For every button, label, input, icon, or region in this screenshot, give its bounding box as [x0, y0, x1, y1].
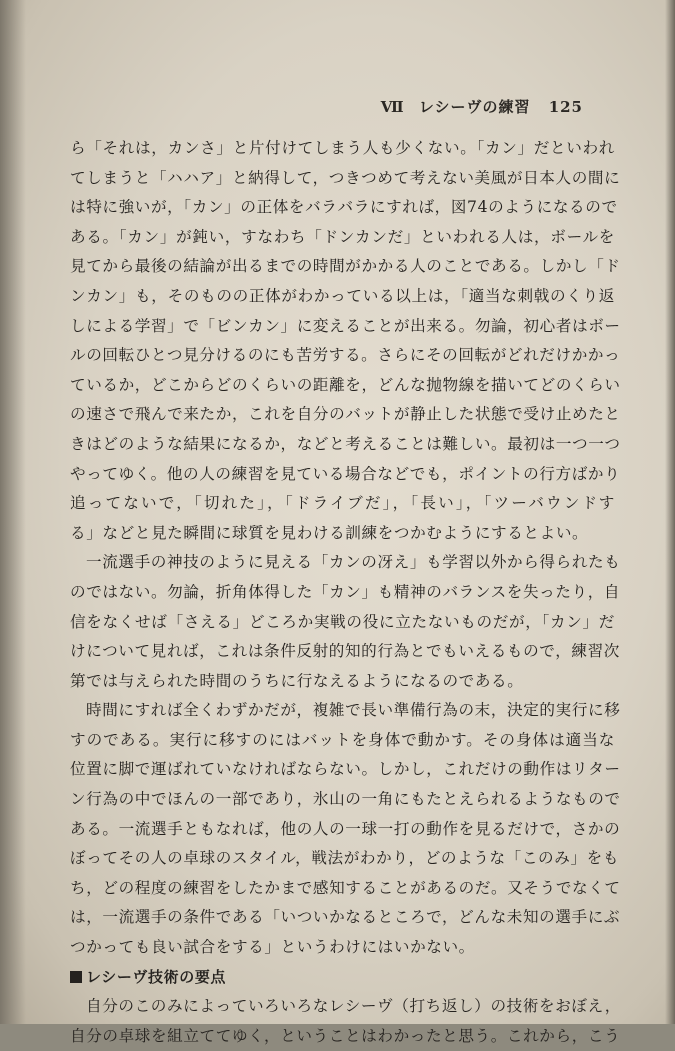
page-edge-shadow-left — [0, 0, 26, 1024]
text-line: 見てから最後の結論が出るまでの時間がかかる人のことである。しかし「ド — [70, 257, 621, 276]
text-line: る」などと見た瞬間に球質を見わける訓練をつかむようにするとよい。 — [70, 523, 589, 542]
text-line: 位置に脚で運ばれていなければならない。しかし，これだけの動作はリター — [70, 760, 621, 779]
text-line: つかっても良い試合をする」というわけにはいかない。 — [70, 938, 475, 957]
text-line: ているか，どこからどのくらいの距離を，どんな抛物線を描いてどのくらい — [70, 375, 621, 394]
section-heading — [70, 963, 615, 993]
text-line: は特に強いが，「カン」の正体をバラバラにすれば，図74のようになるので — [70, 198, 618, 217]
text-line: ルの回転ひとつ見分けるのにも苦労する。さらにその回転がどれだけかかっ — [70, 346, 621, 365]
running-header — [381, 96, 583, 117]
text-line: ある。「カン」が鈍い，すなわち「ドンカンだ」といわれる人は，ボールを — [70, 227, 615, 246]
text-line: ン行為の中でほんの一部であり，氷山の一角にもたとえられるようなもので — [70, 790, 621, 809]
text-line: のではない。勿論，折角体得した「カン」も精神のバランスを失ったり，自 — [70, 582, 621, 601]
text-line: は，一流選手の条件である「いついかなるところで，どんな未知の選手にぶ — [70, 908, 621, 927]
text-line: すのである。実行に移すのにはバットを身体で動かす。その身体は適当な — [70, 730, 615, 749]
text-line: ち，どの程度の練習をしたかまで感知することがあるのだ。又そうでなくて — [70, 878, 621, 897]
text-line: しによる学習」で「ビンカン」に変えることが出来る。勿論，初心者はボー — [70, 316, 621, 335]
text-line: 第では与えられた時間のうちに行なえるようになるのである。 — [70, 671, 524, 690]
text-line: 追ってないで，「切れた」，「ドライブだ」，「長い」，「ツーバウンドす — [70, 494, 615, 513]
chapter-number: Ⅶ — [380, 98, 405, 116]
text-line: の速さで飛んで来たか，これを自分のバットが静止した状態で受け止めたと — [70, 405, 621, 424]
text-line: ぼってその人の卓球のスタイル，戦法がわかり，どのような「このみ」をも — [70, 849, 620, 868]
text-line: けについて見れば，これは条件反射的知的行為とでもいえるもので，練習次 — [70, 642, 620, 661]
text-line: やってゆく。他の人の練習を見ている場合などでも，ポイントの行方ばかり — [70, 464, 621, 483]
text-line: ある。一流選手ともなれば，他の人の一球一打の動作を見るだけで，さかの — [70, 819, 621, 838]
text-line: 信をなくせば「さえる」どころか実戦の役に立たないものだが，「カン」だ — [70, 612, 615, 631]
page-number: 125 — [548, 98, 583, 116]
page-edge-shadow-right — [665, 0, 675, 1024]
text-line: 自分の卓球を組立ててゆく，ということはわかったと思う。これから，こう — [70, 1026, 621, 1045]
text-line: ら「それは，カンさ」と片付けてしまう人も少くない。「カン」だといわれ — [70, 139, 615, 157]
chapter-title: レシーヴの練習 — [418, 98, 531, 116]
section-heading-text: レシーヴ技術の要点 — [86, 967, 227, 986]
text-line: 自分のこのみによっていろいろなレシーヴ（打ち返し）の技術をおぼえ， — [86, 997, 621, 1016]
text-line: 時間にすれば全くわずかだが，複雑で長い準備行為の末，決定的実行に移 — [86, 701, 621, 720]
text-line: きはどのような結果になるか，などと考えることは難しい。最初は一つ一つ — [70, 434, 621, 453]
body-text — [70, 134, 621, 1051]
text-line: ンカン」も，そのものの正体がわかっている以上は，「適当な刺戟のくり返 — [70, 286, 615, 305]
square-bullet-icon — [70, 971, 82, 983]
text-line: てしまうと「ハハア」と納得して，つきつめて考えない美風が日本人の間に — [70, 168, 621, 187]
text-line: 一流選手の神技のように見える「カンの冴え」も学習以外から得られたも — [86, 553, 621, 572]
